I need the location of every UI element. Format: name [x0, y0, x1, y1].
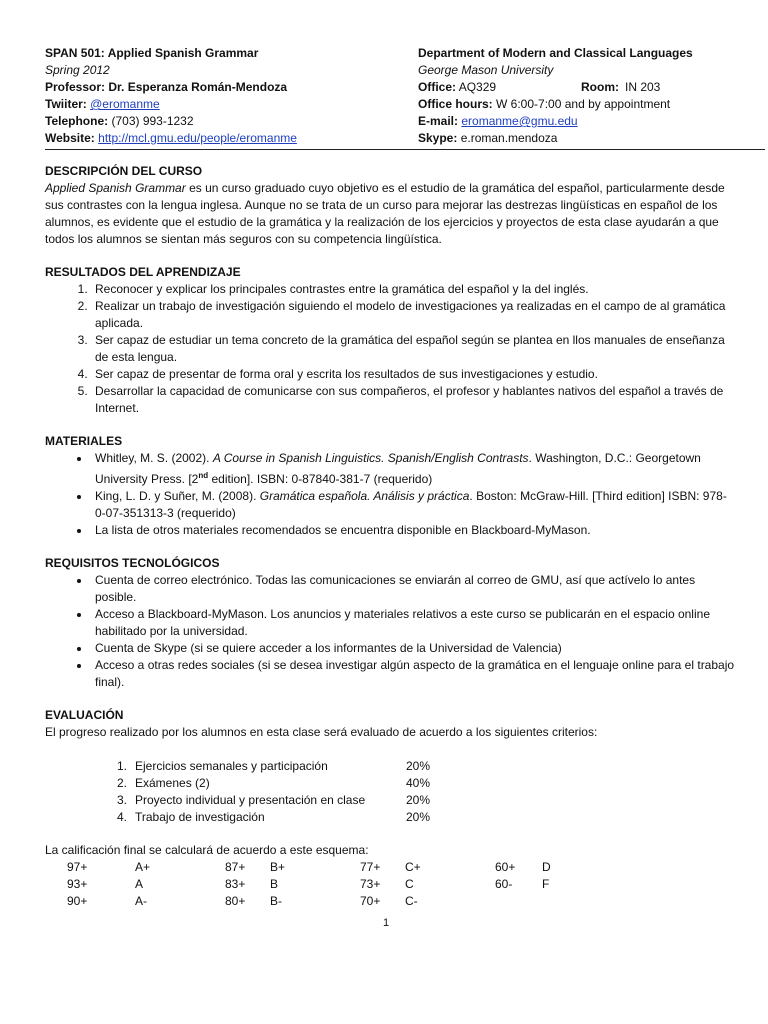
criteria-row [45, 809, 735, 826]
room-label: Room: [581, 80, 619, 94]
criteria-label: Trabajo de investigación [135, 810, 265, 824]
grade-letter: F [542, 877, 550, 891]
tech-item: • Acceso a otras redes sociales (si se desea investigar algún aspecto de la gramática en el lenguaje online para el trabajo final). [91, 657, 735, 691]
website-link[interactable]: http://mcl.gmu.edu/people/eromanme [98, 131, 297, 145]
grade-row [45, 893, 735, 910]
outcome-item: 4. Ser capaz de presentar de forma oral y escrita los resultados de sus investigaciones y estudio. [91, 366, 735, 383]
room-value: IN 203 [625, 80, 661, 94]
grade-letter: A+ [135, 860, 151, 874]
hours-label: Office hours: [418, 97, 493, 111]
twitter-line [45, 96, 405, 113]
email-label: E-mail: [418, 114, 459, 128]
edition-superscript: nd [198, 471, 209, 480]
university-name: George Mason University [418, 63, 554, 77]
office-line [418, 79, 738, 96]
material-publisher: . Washington, D.C.: Georgetown University Press. [2 [95, 451, 701, 486]
criteria-number: 4. [116, 810, 127, 824]
website-label: Website: [45, 131, 95, 145]
criteria-percent: 20% [406, 810, 431, 824]
department-name: Department of Modern and Classical Languages [418, 46, 693, 60]
criteria-number: 1. [116, 759, 127, 773]
criteria-percent: 20% [406, 793, 431, 807]
evaluation-title: EVALUACIÓN [45, 708, 124, 722]
description-course-name: Applied Spanish Grammar [45, 181, 186, 195]
course-info [45, 45, 405, 147]
grade-letter: C- [405, 894, 418, 908]
tech-title: REQUISITOS TECNOLÓGICOS [45, 556, 220, 570]
material-item: • La lista de otros materiales recomendados se encuentra disponible en Blackboard-MyMason. [91, 522, 735, 539]
evaluation-criteria [45, 758, 735, 826]
phone-line [45, 113, 405, 130]
material-author: King, L. D. y Suñer, M. (2008). [95, 489, 260, 503]
outcome-item: 2. Realizar un trabajo de investigación siguiendo el modelo de investigaciones ya realizadas en el campo de al gramática aplicada. [91, 298, 735, 332]
material-item [91, 488, 735, 522]
criteria-row [45, 775, 735, 792]
grade-letter: D [542, 860, 551, 874]
professor-line [45, 79, 405, 96]
grade-letter: B+ [270, 860, 286, 874]
professor-name: Dr. Esperanza Román-Mendoza [108, 80, 288, 94]
website-line [45, 130, 405, 147]
materials-list [45, 450, 735, 539]
grade-scale-intro: La calificación final se calculará de acuerdo a este esquema: [45, 843, 369, 857]
grade-scale [45, 859, 735, 910]
grade-threshold: 77+ [360, 860, 381, 874]
grade-letter: B- [270, 894, 282, 908]
twitter-label: Twiiter: [45, 97, 87, 111]
syllabus-body [45, 163, 735, 910]
page-number: 1 [382, 917, 390, 929]
tech-item: • Acceso a Blackboard-MyMason. Los anuncios y materiales relativos a este curso se publicarán en el espacio online habilitado por la universidad. [91, 606, 735, 640]
material-item [91, 450, 735, 488]
hours-line [418, 96, 738, 113]
hours-value: W 6:00-7:00 and by appointment [496, 97, 671, 111]
grade-threshold: 73+ [360, 877, 381, 891]
grade-letter: C+ [405, 860, 421, 874]
grade-threshold: 90+ [67, 894, 88, 908]
skype-value: e.roman.mendoza [460, 131, 558, 145]
tech-item: • Cuenta de Skype (si se quiere acceder a los informantes de la Universidad de Valencia) [91, 640, 735, 657]
outcome-item: 5. Desarrollar la capacidad de comunicarse con sus compañeros, el profesor y hablantes nativos del español a través de Internet. [91, 383, 735, 417]
grade-threshold: 60+ [495, 860, 516, 874]
criteria-row [45, 758, 735, 775]
course-term: Spring 2012 [45, 63, 110, 77]
criteria-percent: 20% [406, 759, 431, 773]
criteria-percent: 40% [406, 776, 431, 790]
tech-list [45, 572, 735, 691]
tech-item: • Cuenta de correo electrónico. Todas las comunicaciones se enviarán al correo de GMU, así que actívelo lo antes posible. [91, 572, 735, 606]
material-title: Gramática española. Análisis y práctica [259, 489, 470, 503]
course-title: SPAN 501: Applied Spanish Grammar [45, 46, 259, 60]
criteria-number: 3. [116, 793, 127, 807]
email-line [418, 113, 738, 130]
criteria-number: 2. [116, 776, 127, 790]
grade-row [45, 859, 735, 876]
header-divider [45, 149, 765, 150]
skype-line [418, 130, 738, 147]
phone-label: Telephone: [45, 114, 109, 128]
material-isbn: edition]. ISBN: 0-87840-381-7 (requerido) [208, 472, 433, 486]
materials-title: MATERIALES [45, 434, 123, 448]
grade-threshold: 60- [495, 877, 513, 891]
grade-threshold: 93+ [67, 877, 88, 891]
description-title: DESCRIPCIÓN DEL CURSO [45, 164, 203, 178]
criteria-row [45, 792, 735, 809]
material-publisher: . Boston: McGraw-Hill. [Third edition] ISBN: 978-0-07-351313-3 (requerido) [95, 489, 727, 520]
outcome-item: 1. Reconocer y explicar los principales contrastes entre la gramática del español y la del inglés. [91, 281, 735, 298]
grade-threshold: 87+ [225, 860, 246, 874]
grade-letter: B [270, 877, 279, 891]
twitter-link[interactable]: @eromanme [90, 97, 160, 111]
material-title: A Course in Spanish Linguistics. Spanish/English Contrasts [212, 451, 529, 465]
grade-threshold: 97+ [67, 860, 88, 874]
criteria-label: Proyecto individual y presentación en clase [135, 793, 366, 807]
description-body: es un curso graduado cuyo objetivo es el estudio de la gramática del español, particularmente desde sus contrastes con la lengua inglesa. Aunque no se trata de un curso para mejorar las destrezas lingüísticas en español de los alumnos, es evidente que el estudio de la gramática y la realización de los ejercicios y proyectos de esta clase ayudarán a que todos los alumnos se sientan más seguros con su competencia lingüística. [45, 181, 725, 246]
material-author: Whitley, M. S. (2002). [95, 451, 213, 465]
grade-letter: C [405, 877, 414, 891]
criteria-label: Exámenes (2) [135, 776, 210, 790]
grade-threshold: 80+ [225, 894, 246, 908]
phone-value: (703) 993-1232 [111, 114, 194, 128]
skype-label: Skype: [418, 131, 458, 145]
email-link[interactable]: eromanme@gmu.edu [461, 114, 578, 128]
office-value: AQ329 [458, 80, 497, 94]
outcomes-list [45, 281, 735, 417]
professor-label: Professor: [45, 80, 106, 94]
description-text [45, 180, 735, 248]
grade-letter: A [135, 877, 144, 891]
department-info [418, 45, 738, 147]
outcome-item: 3. Ser capaz de estudiar un tema concreto de la gramática del español según se plantea en llos manuales de enseñanza de esta lengua. [91, 332, 735, 366]
criteria-label: Ejercicios semanales y participación [135, 759, 328, 773]
evaluation-intro: El progreso realizado por los alumnos en esta clase será evaluado de acuerdo a los siguientes criterios: [45, 725, 598, 739]
grade-threshold: 83+ [225, 877, 246, 891]
outcomes-title: RESULTADOS DEL APRENDIZAJE [45, 265, 241, 279]
grade-threshold: 70+ [360, 894, 381, 908]
office-label: Office: [418, 80, 457, 94]
grade-row [45, 876, 735, 893]
grade-letter: A- [135, 894, 147, 908]
